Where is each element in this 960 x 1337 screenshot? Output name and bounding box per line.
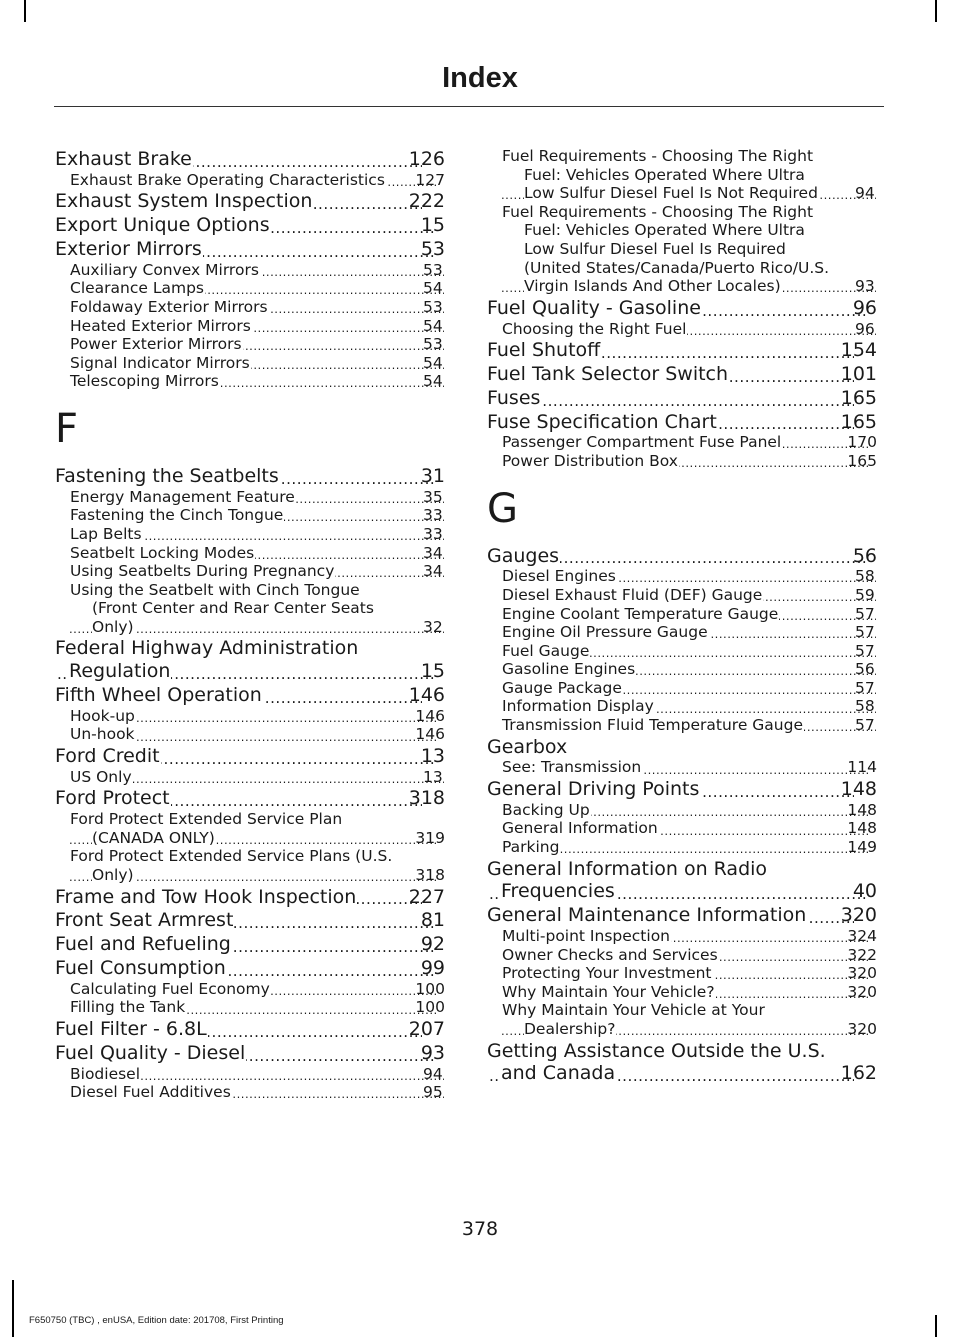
index-subentry[interactable]: [55, 707, 445, 726]
index-subentry[interactable]: [55, 261, 445, 280]
entry-text: Fuse Specification Chart: [487, 410, 717, 433]
index-entry[interactable]: [55, 465, 445, 488]
index-subentry[interactable]: [55, 335, 445, 354]
entry-page-ref: 93: [420, 1041, 445, 1064]
entry-page-ref: 13: [444, 768, 445, 787]
entry-text: Fuel Filter - 6.8L: [55, 1018, 207, 1040]
entry-page-ref: 15: [420, 660, 445, 683]
index-subentry[interactable]: [487, 660, 877, 679]
entry-page-ref: 318: [415, 866, 445, 885]
entry-page-ref: 146: [408, 684, 445, 707]
entry-page-ref: 58: [876, 697, 877, 716]
entry-page-ref: 54: [444, 317, 445, 336]
entry-page-ref: 40: [852, 880, 877, 903]
entry-page-ref: 33: [444, 525, 445, 544]
entry-page-ref: 320: [847, 982, 877, 1001]
entry-page-ref: 92: [420, 933, 445, 956]
entry-text: Gasoline Engines: [502, 660, 636, 679]
header-rule: [54, 106, 884, 107]
entry-text: Information Display: [502, 697, 654, 716]
entry-text: Biodiesel: [70, 1064, 141, 1083]
index-entry[interactable]: [487, 904, 877, 927]
entry-page-ref: 149: [847, 838, 877, 857]
index-subentry[interactable]: [487, 433, 877, 452]
index-entry[interactable]: [55, 787, 445, 810]
index-entry[interactable]: [55, 214, 445, 237]
entry-page-ref: 100: [415, 979, 445, 998]
page-number: 378: [461, 1218, 499, 1240]
entry-text: Exhaust Brake: [55, 148, 192, 170]
index-subentry[interactable]: [55, 171, 445, 190]
entry-page-ref: 322: [847, 945, 877, 964]
index-entry[interactable]: [487, 858, 877, 904]
entry-text: Why Maintain Your Vehicle?: [502, 982, 715, 1001]
section-letter: F: [55, 405, 79, 452]
entry-page-ref: 53: [444, 261, 445, 280]
entry-text: Gearbox: [487, 735, 568, 758]
index-subentry[interactable]: [487, 320, 877, 339]
entry-text: Fuel Quality - Diesel: [55, 1041, 246, 1064]
entry-text: Diesel Engines: [502, 567, 616, 586]
entry-text: Fuel and Refueling: [55, 933, 231, 956]
entry-text: Hook-up: [70, 706, 135, 725]
index-subentry[interactable]: [55, 725, 445, 744]
index-entry[interactable]: [487, 411, 877, 434]
entry-page-ref: 31: [420, 464, 445, 487]
index-subentry[interactable]: [55, 562, 445, 581]
index-subentry[interactable]: [55, 488, 445, 507]
entry-page-ref: 96: [852, 296, 877, 319]
entry-text: Ford Protect Extended Service Plans (U.S. Only): [70, 847, 393, 885]
entry-page-ref: 54: [444, 372, 445, 391]
entry-page-ref: 165: [840, 386, 877, 409]
entry-text: Why Maintain Your Vehicle at Your Dealership?: [502, 1001, 765, 1038]
entry-page-ref: 320: [840, 904, 877, 927]
entry-page-ref: 96: [876, 320, 877, 339]
entry-page-ref: 53: [444, 298, 445, 317]
index-subentry[interactable]: [55, 581, 445, 637]
index-subentry[interactable]: [55, 1083, 445, 1102]
entry-page-ref: 95: [444, 1083, 445, 1102]
entry-page-ref: 162: [840, 1062, 877, 1085]
entry-text: Foldaway Exterior Mirrors: [70, 297, 268, 316]
page-title: Index: [442, 62, 518, 94]
crop-mark: [935, 0, 937, 22]
index-subentry[interactable]: [55, 317, 445, 336]
index-subentry[interactable]: [55, 810, 445, 847]
entry-text: Power Distribution Box: [502, 451, 678, 470]
entry-text: Gauges: [487, 544, 560, 567]
entry-text: Owner Checks and Services: [502, 945, 718, 964]
entry-text: Ford Protect Extended Service Plan (CANADA ONLY): [70, 810, 343, 847]
entry-text: Fuel Tank Selector Switch: [487, 362, 729, 385]
entry-text: Lap Belts: [70, 524, 142, 543]
index-entry[interactable]: [55, 933, 445, 956]
entry-text: Exhaust Brake Operating Characteristics: [70, 170, 385, 189]
entry-text: Fuel Gauge: [502, 641, 590, 660]
index-subentry[interactable]: [487, 927, 877, 946]
entry-page-ref: 227: [408, 885, 445, 908]
index-entry[interactable]: [55, 957, 445, 980]
entry-text: US Only: [70, 767, 132, 786]
entry-page-ref: 34: [444, 544, 445, 563]
index-subentry[interactable]: [487, 642, 877, 661]
index-column-right: [487, 147, 877, 1085]
index-entry[interactable]: [487, 297, 877, 320]
entry-page-ref: 15: [420, 214, 445, 237]
entry-page-ref: 56: [852, 544, 877, 567]
entry-text: Choosing the Right Fuel: [502, 319, 687, 338]
entry-page-ref: 114: [847, 758, 877, 777]
index-entry[interactable]: [487, 387, 877, 410]
index-subentry[interactable]: [487, 605, 877, 624]
entry-page-ref: 99: [420, 957, 445, 980]
entry-page-ref: 101: [840, 362, 877, 385]
entry-page-ref: 54: [444, 279, 445, 298]
entry-text: Fuel Shutoff: [487, 339, 601, 362]
index-entry[interactable]: [55, 637, 445, 683]
entry-text: Export Unique Options: [55, 214, 270, 237]
index-subentry[interactable]: [487, 203, 877, 296]
entry-text: Calculating Fuel Economy: [70, 979, 270, 998]
entry-text: Diesel Fuel Additives: [70, 1083, 231, 1102]
index-subentry[interactable]: [487, 1001, 877, 1038]
index-subentry[interactable]: [55, 980, 445, 999]
entry-text: Ford Credit: [55, 745, 160, 768]
index-subentry[interactable]: [55, 998, 445, 1017]
index-subentry[interactable]: [487, 801, 877, 820]
entry-text: General Maintenance Information: [487, 904, 807, 927]
entry-text: General Information on Radio Frequencies: [487, 857, 768, 903]
entry-page-ref: 319: [415, 828, 445, 847]
index-subentry[interactable]: [487, 946, 877, 965]
entry-page-ref: 126: [408, 148, 445, 170]
index-entry[interactable]: [55, 238, 445, 261]
index-entry[interactable]: [55, 684, 445, 707]
index-subentry[interactable]: [487, 964, 877, 983]
entry-text: Fifth Wheel Operation: [55, 684, 262, 707]
dot-leader: [487, 391, 877, 410]
entry-page-ref: 170: [847, 433, 877, 452]
index-subentry[interactable]: [55, 354, 445, 373]
index-entry[interactable]: [487, 778, 877, 801]
index-subentry[interactable]: [487, 623, 877, 642]
entry-text: Un-hook: [70, 725, 135, 744]
index-entry[interactable]: [55, 886, 445, 909]
entry-text: Frame and Tow Hook Inspection: [55, 885, 357, 908]
entry-page-ref: 34: [444, 562, 445, 581]
index-subentry[interactable]: [487, 716, 877, 735]
entry-text: Energy Management Feature: [70, 487, 295, 506]
entry-text: Seatbelt Locking Modes: [70, 543, 255, 562]
index-subentry[interactable]: [487, 838, 877, 857]
entry-text: General Driving Points: [487, 778, 700, 801]
entry-page-ref: 81: [420, 909, 445, 932]
entry-text: Engine Oil Pressure Gauge: [502, 623, 708, 642]
entry-page-ref: 93: [876, 277, 877, 296]
entry-text: Parking: [502, 838, 560, 857]
entry-page-ref: 59: [876, 586, 877, 605]
entry-text: Power Exterior Mirrors: [70, 335, 242, 354]
index-entry[interactable]: [487, 545, 877, 568]
index-entry[interactable]: [55, 909, 445, 932]
entry-page-ref: 148: [847, 800, 877, 819]
entry-text: Signal Indicator Mirrors: [70, 353, 250, 372]
entry-text: Telescoping Mirrors: [70, 372, 219, 391]
entry-text: Transmission Fluid Temperature Gauge: [502, 716, 803, 735]
index-entry[interactable]: [55, 1018, 445, 1041]
entry-text: Fuel Requirements - Choosing The Right Fuel: Vehicles Operated Where Ultra Low Sulfur Diesel Fuel Is Required (United States/Canada/Puerto Rico/U.S. Virgin Islands And Other Locales): [502, 202, 830, 296]
entry-page-ref: 148: [847, 819, 877, 838]
entry-text: Getting Assistance Outside the U.S. and Canada: [487, 1039, 826, 1085]
crop-mark: [12, 1280, 14, 1337]
index-entry[interactable]: [55, 1042, 445, 1065]
index-column-left: [55, 147, 445, 1102]
entry-page-ref: 146: [415, 725, 445, 744]
entry-text: Using Seatbelts During Pregnancy: [70, 562, 335, 581]
index-entry[interactable]: [55, 745, 445, 768]
entry-page-ref: 222: [408, 190, 445, 213]
entry-page-ref: 53: [420, 237, 445, 260]
entry-text: Filling the Tank: [70, 998, 186, 1017]
entry-page-ref: 57: [876, 605, 877, 624]
entry-page-ref: 32: [444, 618, 445, 637]
index-subentry[interactable]: [487, 758, 877, 777]
entry-page-ref: 318: [408, 787, 445, 810]
index-entry[interactable]: [487, 1040, 877, 1086]
index-subentry[interactable]: [55, 847, 445, 884]
entry-text: Fuses: [487, 386, 541, 409]
entry-text: Multi-point Inspection: [502, 927, 670, 946]
entry-page-ref: 320: [847, 1019, 877, 1038]
footer-edition: F650750 (TBC) , enUSA, Edition date: 201708, First Printing: [29, 1315, 284, 1326]
index-subentry[interactable]: [55, 506, 445, 525]
entry-page-ref: 58: [876, 567, 877, 586]
index-subentry[interactable]: [55, 372, 445, 391]
entry-page-ref: 13: [420, 745, 445, 768]
index-entry[interactable]: [55, 148, 445, 171]
entry-text: Ford Protect: [55, 787, 170, 810]
entry-text: Fuel Consumption: [55, 957, 226, 980]
entry-text: Auxiliary Convex Mirrors: [70, 260, 259, 279]
entry-text: Protecting Your Investment: [502, 964, 712, 983]
entry-text: Using the Seatbelt with Cinch Tongue (Front Center and Rear Center Seats Only): [70, 580, 374, 636]
entry-page-ref: 146: [415, 706, 445, 725]
entry-text: Heated Exterior Mirrors: [70, 316, 251, 335]
entry-page-ref: 148: [840, 778, 877, 801]
entry-page-ref: 127: [415, 170, 445, 189]
entry-text: Exhaust System Inspection: [55, 190, 313, 213]
index-subentry[interactable]: [55, 1065, 445, 1084]
entry-page-ref: 57: [876, 716, 877, 735]
entry-page-ref: 94: [444, 1065, 445, 1084]
index-subentry[interactable]: [487, 147, 877, 203]
index-subentry[interactable]: [487, 586, 877, 605]
entry-text: Exterior Mirrors: [55, 237, 202, 260]
entry-page-ref: 56: [876, 660, 877, 679]
entry-text: Gauge Package: [502, 678, 622, 697]
entry-text: Passenger Compartment Fuse Panel: [502, 433, 782, 452]
entry-text: Front Seat Armrest: [55, 909, 234, 932]
entry-text: Backing Up: [502, 800, 590, 819]
section-letter: G: [487, 485, 518, 532]
index-subentry[interactable]: [487, 819, 877, 838]
entry-page-ref: 165: [847, 451, 877, 470]
index-entry[interactable]: [487, 363, 877, 386]
entry-text: Federal Highway Administration Regulation: [55, 637, 359, 683]
index-entry[interactable]: [487, 339, 877, 362]
crop-mark: [935, 1315, 937, 1337]
index-subentry[interactable]: [487, 567, 877, 586]
entry-page-ref: 57: [876, 623, 877, 642]
index-subentry[interactable]: [55, 298, 445, 317]
entry-page-ref: 35: [444, 488, 445, 507]
entry-page-ref: 154: [840, 339, 877, 362]
entry-page-ref: 57: [876, 642, 877, 661]
index-entry[interactable]: [55, 190, 445, 213]
entry-text: Clearance Lamps: [70, 279, 204, 298]
entry-page-ref: 57: [876, 679, 877, 698]
entry-page-ref: 100: [415, 998, 445, 1017]
entry-page-ref: 33: [444, 506, 445, 525]
entry-text: General Information: [502, 819, 658, 838]
entry-page-ref: 165: [840, 410, 877, 433]
entry-text: Diesel Exhaust Fluid (DEF) Gauge: [502, 585, 763, 604]
entry-text: Fuel Requirements - Choosing The Right Fuel: Vehicles Operated Where Ultra Low Sulfur Diesel Fuel Is Not Required: [502, 147, 818, 203]
entry-text: Fastening the Cinch Tongue: [70, 506, 284, 525]
index-subentry[interactable]: [487, 679, 877, 698]
entry-page-ref: 54: [444, 354, 445, 373]
entry-page-ref: 94: [876, 184, 877, 203]
index-subentry[interactable]: [55, 525, 445, 544]
index-subentry[interactable]: [487, 697, 877, 716]
index-entry[interactable]: [487, 736, 877, 759]
entry-page-ref: 207: [408, 1018, 445, 1040]
index-subentry[interactable]: [487, 983, 877, 1002]
entry-page-ref: 53: [444, 335, 445, 354]
index-subentry[interactable]: [55, 544, 445, 563]
entry-text: Fastening the Seatbelts: [55, 464, 279, 487]
entry-page-ref: 320: [847, 964, 877, 983]
entry-text: Fuel Quality - Gasoline: [487, 296, 701, 319]
index-subentry[interactable]: [487, 452, 877, 471]
entry-page-ref: 324: [847, 927, 877, 946]
index-subentry[interactable]: [55, 279, 445, 298]
entry-text: See: Transmission: [502, 758, 642, 777]
entry-text: Engine Coolant Temperature Gauge: [502, 604, 779, 623]
crop-mark: [24, 0, 26, 22]
index-subentry[interactable]: [55, 768, 445, 787]
